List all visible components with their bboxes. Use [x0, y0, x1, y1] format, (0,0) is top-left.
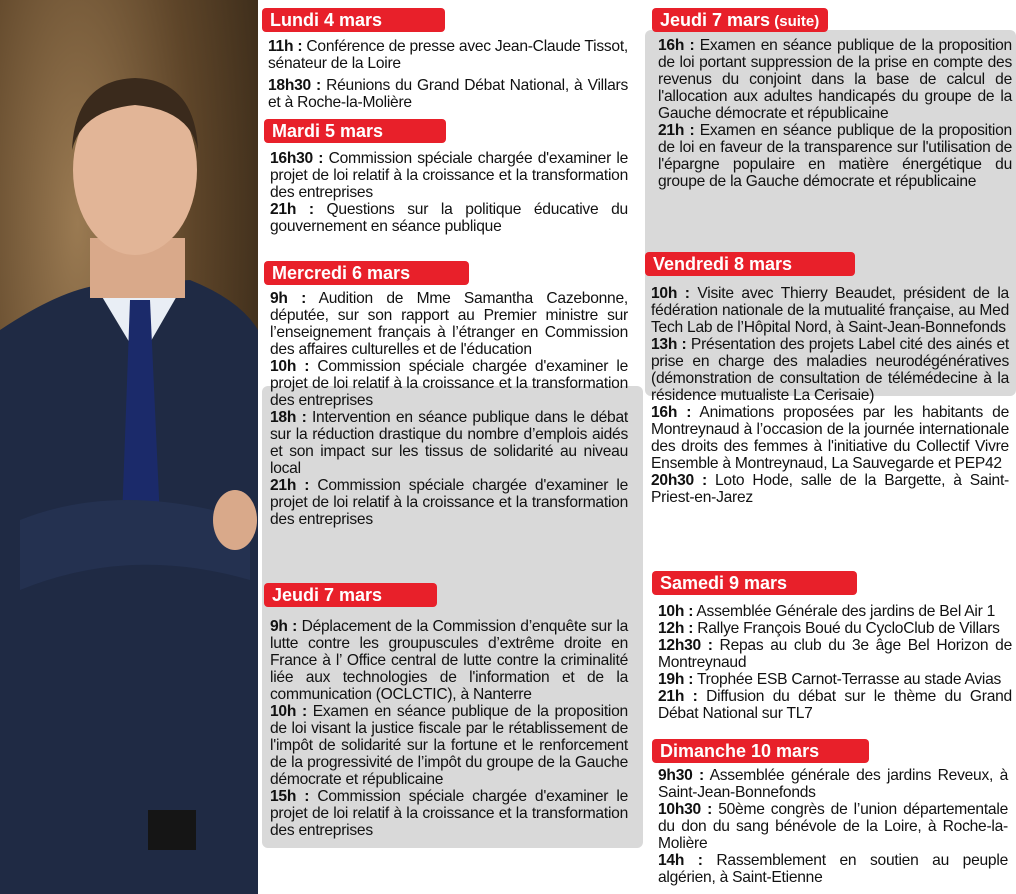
entry-time: 13h :: [651, 336, 687, 353]
entry-text: Commission spéciale chargée d'examiner le projet de loi relatif à la croissance et la transformation des entreprises: [270, 150, 628, 201]
day-header-jeudi-7-mars: [264, 583, 437, 607]
entry-text: Rassemblement en soutien au peuple algérien, à Saint-Etienne: [658, 852, 1008, 886]
agenda-entry: [270, 618, 628, 703]
day-header-lundi-4-mars: [262, 8, 445, 32]
day-header-mardi-5-mars: [264, 119, 446, 143]
entry-text: Loto Hode, salle de la Bargette, à Saint-Priest-en-Jarez: [651, 472, 1009, 506]
day-header-dimanche-10-mars: [652, 739, 869, 763]
agenda-entry: [270, 477, 628, 528]
entry-time: 16h30 :: [270, 150, 324, 167]
entry-text: Assemblée Générale des jardins de Bel Air 1: [693, 603, 996, 620]
entry-text: Présentation des projets Label cité des ainés et prise en charge des maladies neurodégénératives (démonstration de consultation de télémédecine à la résidence mutualiste La Cerisaie): [651, 336, 1009, 404]
day-entries-samedi-9-mars: [658, 603, 1012, 722]
entry-text: Animations proposées par les habitants de Montreynaud à l’occasion de la journée internationale des droits des femmes à l'initiative du Collectif Vivre Ensemble à Montreynaud, La Sauvegarde et PEP42: [651, 404, 1009, 472]
day-entries-jeudi-7-mars-suite: [658, 37, 1012, 190]
agenda-entry: [270, 788, 628, 839]
agenda-entry: [270, 201, 628, 235]
day-title: Mercredi 6 mars: [272, 263, 411, 283]
entry-text: Trophée ESB Carnot-Terrasse au stade Avias: [693, 671, 1002, 688]
entry-text: Déplacement de la Commission d’enquête sur la lutte contre les groupuscules d’extrême droite en France à l’ Office central de lutte contre la criminalité liée aux technologies de l'information et de la communication (OCLCTIC), à Nanterre: [270, 618, 628, 703]
entry-text: Visite avec Thierry Beaudet, président de la fédération nationale de la mutualité française, au Med Tech Lab de l’Hôpital Nord, à Saint-Jean-Bonnefonds: [651, 285, 1009, 336]
agenda-entry: [651, 285, 1009, 336]
agenda-entry: [658, 688, 1012, 722]
agenda-entry: [658, 122, 1012, 190]
entry-text: Examen en séance publique de la proposition de loi en faveur de la transparence sur l'utilisation de l'épargne populaire en matière énergétique du groupe de la Gauche démocrate et républicaine: [658, 122, 1012, 190]
entry-text: Commission spéciale chargée d'examiner le projet de loi relatif à la croissance et la transformation des entreprises: [270, 358, 628, 409]
entry-time: 10h30 :: [658, 801, 713, 818]
entry-time: 10h :: [270, 358, 310, 375]
entry-time: 16h :: [658, 37, 695, 54]
agenda-entry: [270, 150, 628, 201]
entry-time: 16h :: [651, 404, 692, 421]
entry-text: Questions sur la politique éducative du gouvernement en séance publique: [270, 201, 628, 235]
entry-text: Rallye François Boué du CycloClub de Villars: [693, 620, 1000, 637]
day-entries-dimanche-10-mars: [658, 767, 1008, 886]
entry-time: 21h :: [658, 688, 698, 705]
agenda-entry: [651, 472, 1009, 506]
entry-time: 21h :: [658, 122, 695, 139]
portrait-illustration: [0, 0, 258, 894]
day-header-samedi-9-mars: [652, 571, 857, 595]
day-title: Dimanche 10 mars: [660, 741, 820, 761]
entry-time: 12h :: [658, 620, 694, 637]
agenda-entry: [268, 77, 628, 111]
day-title: Vendredi 8 mars: [653, 254, 793, 274]
entry-text: Examen en séance publique de la proposition de loi portant suppression de la prise en compte des revenus du conjoint dans la base de calcul de l'allocation aux adultes handicapés du groupe de la Gauche démocrate et républicaine: [658, 37, 1012, 122]
entry-time: 15h :: [270, 788, 310, 805]
entry-time: 9h30 :: [658, 767, 704, 784]
entry-text: Assemblée générale des jardins Reveux, à Saint-Jean-Bonnefonds: [658, 767, 1008, 801]
agenda-entry: [270, 409, 628, 477]
day-title: Mardi 5 mars: [272, 121, 384, 141]
agenda-entry: [658, 637, 1012, 671]
day-header-jeudi-7-mars-suite: [652, 8, 828, 32]
entry-time: 19h :: [658, 671, 694, 688]
agenda-entry: [658, 852, 1008, 886]
entry-time: 12h30 :: [658, 637, 713, 654]
agenda-entry: [270, 358, 628, 409]
agenda-entry: [658, 37, 1012, 122]
day-entries-lundi-4-mars: [268, 38, 628, 111]
entry-time: 18h30 :: [268, 77, 322, 94]
entry-text: Conférence de presse avec Jean-Claude Tissot, sénateur de la Loire: [268, 38, 628, 72]
entry-text: Examen en séance publique de la proposition de loi visant la justice fiscale par le rétablissement de l'impôt de solidarité sur la fortune et le renforcement de la progressivité de l’impôt du groupe de la Gauche démocrate et républicaine: [270, 703, 628, 788]
entry-time: 10h :: [270, 703, 307, 720]
entry-time: 21h :: [270, 477, 310, 494]
day-header-mercredi-6-mars: [264, 261, 469, 285]
agenda-entry: [651, 336, 1009, 404]
agenda-entry: [270, 703, 628, 788]
agenda-entry: [268, 38, 628, 72]
entry-time: 10h :: [651, 285, 690, 302]
agenda-entry: [658, 620, 1012, 637]
day-title: Lundi 4 mars: [270, 10, 383, 30]
entry-text: Commission spéciale chargée d'examiner le projet de loi relatif à la croissance et la transformation des entreprises: [270, 788, 628, 839]
entry-text: Réunions du Grand Débat National, à Villars et à Roche-la-Molière: [268, 77, 628, 111]
day-header-vendredi-8-mars: [645, 252, 855, 276]
entry-text: Commission spéciale chargée d'examiner le projet de loi relatif à la croissance et la transformation des entreprises: [270, 477, 628, 528]
portrait-photo: [0, 0, 258, 894]
entry-text: 50ème congrès de l’union départementale du don du sang bénévole de la Loire, à Roche-la-Molière: [658, 801, 1008, 852]
day-entries-mercredi-6-mars: [270, 290, 628, 528]
day-entries-vendredi-8-mars: [651, 285, 1009, 506]
day-title: Samedi 9 mars: [660, 573, 788, 593]
entry-time: 20h30 :: [651, 472, 707, 489]
entry-time: 10h :: [658, 603, 694, 620]
day-entries-mardi-5-mars: [270, 150, 628, 235]
entry-text: Audition de Mme Samantha Cazebonne, députée, sur son rapport au Premier ministre sur l’enseignement français à l’étranger en Commission des affaires culturelles et de l'éducation: [270, 290, 628, 358]
entry-text: Diffusion du débat sur le thème du Grand Débat National sur TL7: [658, 688, 1012, 722]
entry-text: Intervention en séance publique dans le débat sur la réduction drastique du nombre d’emplois aidés et son impact sur les tissus de solidarité au niveau local: [270, 409, 628, 477]
entry-time: 11h :: [268, 38, 303, 55]
entry-text: Repas au club du 3e âge Bel Horizon de Montreynaud: [658, 637, 1012, 671]
entry-time: 14h :: [658, 852, 703, 869]
entry-time: 21h :: [270, 201, 314, 218]
agenda-entry: [658, 767, 1008, 801]
entry-time: 9h :: [270, 618, 298, 635]
agenda-entry: [270, 290, 628, 358]
day-entries-jeudi-7-mars: [270, 618, 628, 839]
agenda-entry: [658, 603, 1012, 620]
day-title: Jeudi 7 mars: [272, 585, 383, 605]
agenda-entry: [651, 404, 1009, 472]
day-title-suffix: (suite): [770, 13, 820, 30]
agenda-entry: [658, 801, 1008, 852]
day-title: Jeudi 7 mars: [660, 10, 771, 30]
agenda-entry: [658, 671, 1012, 688]
entry-time: 18h :: [270, 409, 307, 426]
entry-time: 9h :: [270, 290, 307, 307]
